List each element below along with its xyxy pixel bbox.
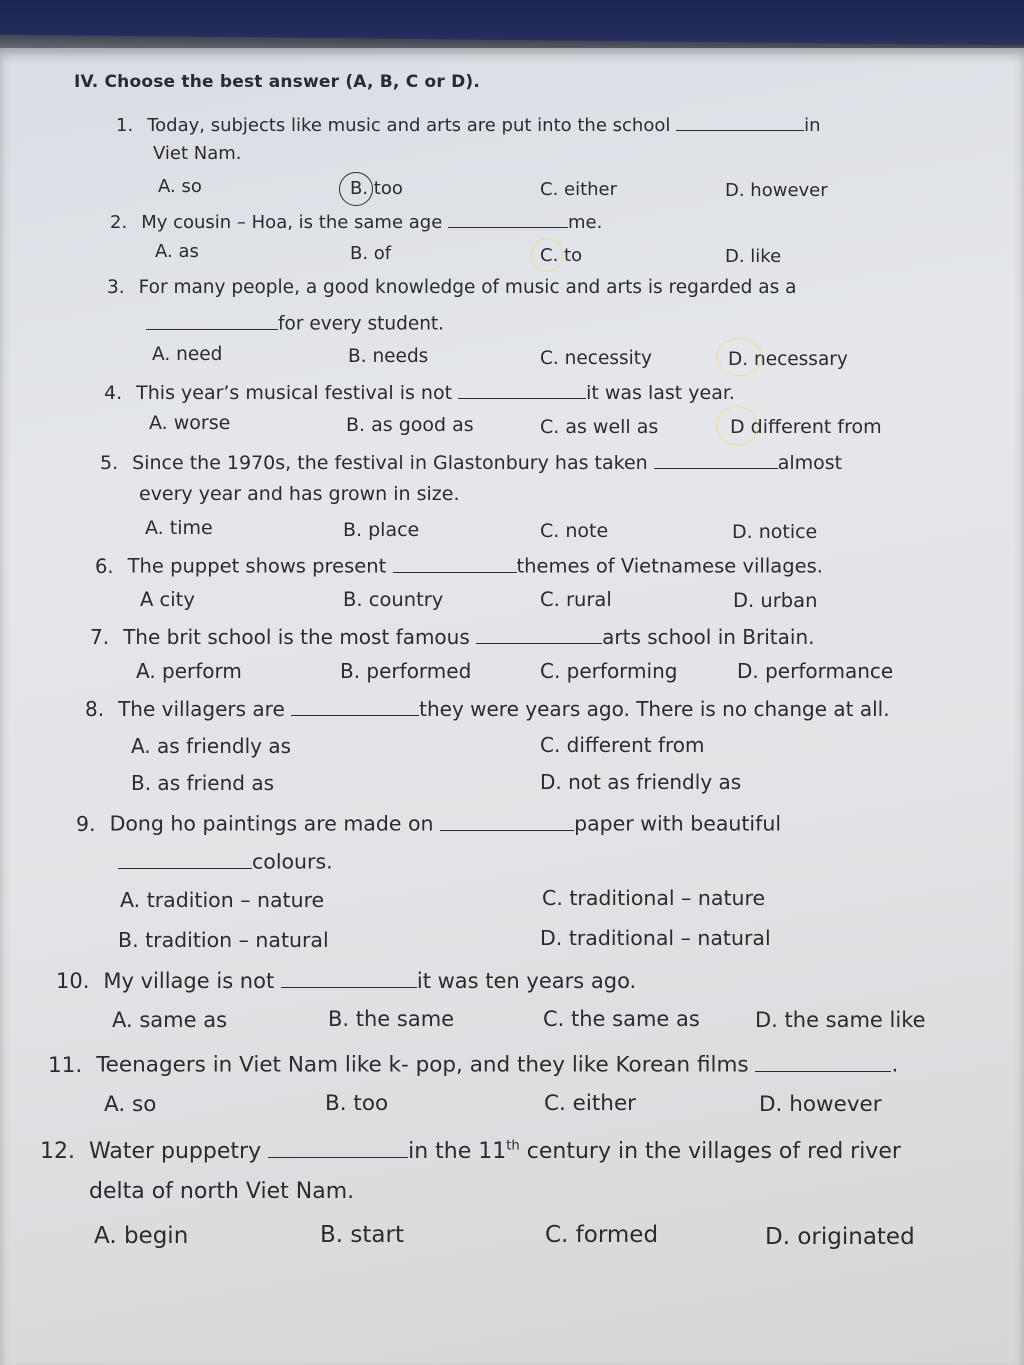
answer-blank [458, 379, 586, 399]
option-a: A. so [104, 1092, 157, 1117]
option-b: B. country [343, 588, 444, 611]
answer-blank [755, 1049, 891, 1072]
answer-blank [476, 623, 602, 644]
answer-blank [440, 809, 574, 831]
option-c: C. either [544, 1091, 637, 1116]
option-d: D. necessary [728, 349, 848, 370]
option-d: D. however [759, 1092, 882, 1117]
worksheet-page [0, 48, 1024, 1365]
option-a: A. worse [149, 412, 231, 434]
option-c: C. rural [540, 588, 612, 611]
option-c: C. performing [540, 659, 678, 683]
option-c: C. as well as [540, 416, 659, 438]
question-10: 10. My village is not it was ten years ago. [56, 966, 636, 993]
answer-blank [393, 552, 517, 573]
option-d: D. performance [737, 659, 894, 683]
option-b: B. of [350, 243, 392, 264]
option-c: C. different from [540, 733, 705, 757]
option-c: C. the same as [543, 1007, 700, 1031]
question-12: 12. Water puppetry in the 11th century in the villages of red river [40, 1135, 901, 1164]
answer-blank [268, 1135, 408, 1158]
highlighted-answer-mark [531, 238, 563, 272]
answer-blank [146, 310, 278, 330]
option-a: A. perform [136, 659, 242, 683]
option-d: D. the same like [755, 1008, 926, 1032]
question-1-continued: Viet Nam. [153, 143, 242, 164]
option-b: B. tradition – natural [118, 928, 329, 952]
option-d: D different from [730, 416, 882, 438]
option-a: A. tradition – nature [120, 888, 325, 912]
question-4: 4. This year’s musical festival is not it was last year. [104, 379, 735, 404]
answer-blank [118, 847, 252, 869]
option-b: B. too [325, 1091, 389, 1116]
answer-blank [448, 209, 568, 228]
option-c: C. either [540, 179, 618, 200]
answer-blank [676, 112, 804, 131]
option-b: B. as good as [346, 414, 474, 436]
option-b: B. needs [348, 346, 429, 367]
highlighted-answer-mark [716, 406, 758, 446]
option-d: D. originated [765, 1224, 915, 1250]
question-1: 1. Today, subjects like music and arts are put into the school in [116, 112, 820, 136]
option-b: B. as friend as [131, 771, 274, 795]
option-d: D. not as friendly as [540, 770, 742, 794]
answer-blank [654, 449, 778, 469]
option-d: D. traditional – natural [540, 926, 771, 950]
option-b: B. the same [328, 1007, 455, 1031]
option-c: C. note [540, 520, 609, 542]
section-title: IV. Choose the best answer (A, B, C or D). [74, 72, 481, 92]
option-c: C. traditional – nature [542, 886, 766, 910]
option-d: D. urban [733, 589, 818, 612]
question-5: 5. Since the 1970s, the festival in Glastonbury has taken almost [100, 449, 842, 474]
option-a: A. as [155, 241, 199, 262]
option-d: D. like [725, 246, 782, 267]
circled-answer-mark [339, 172, 373, 206]
answer-blank [281, 966, 417, 988]
question-12-continued: delta of north Viet Nam. [89, 1179, 355, 1204]
option-a: A. time [145, 517, 213, 539]
option-c: C. formed [545, 1222, 659, 1248]
question-5-continued: every year and has grown in size. [139, 483, 460, 505]
option-a: A. begin [94, 1223, 189, 1249]
option-c: C. to [540, 245, 583, 266]
option-a: A. same as [112, 1008, 228, 1032]
option-b: B. start [320, 1222, 404, 1248]
question-3: 3. For many people, a good knowledge of music and arts is regarded as a [107, 277, 797, 298]
option-a: A. need [152, 344, 223, 365]
option-b: B. place [343, 519, 420, 541]
option-b: B. too [350, 178, 403, 199]
answer-blank [291, 695, 419, 716]
option-c: C. necessity [540, 348, 652, 369]
option-a: A city [140, 588, 195, 611]
option-b: B. performed [340, 659, 472, 683]
highlighted-answer-mark [716, 338, 762, 376]
question-9-continued: colours. [118, 847, 333, 874]
option-a: A. so [158, 176, 202, 197]
option-d: D. notice [732, 521, 818, 543]
question-6: 6. The puppet shows present themes of Vietnamese villages. [95, 552, 823, 578]
question-2: 2. My cousin – Hoa, is the same age me. [110, 209, 602, 233]
question-9: 9. Dong ho paintings are made on paper with beautiful [76, 809, 781, 836]
question-11: 11. Teenagers in Viet Nam like k- pop, and they like Korean films . [48, 1049, 898, 1078]
option-d: D. however [725, 180, 828, 201]
question-3-continued: for every student. [146, 310, 444, 335]
option-a: A. as friendly as [131, 734, 291, 758]
question-7: 7. The brit school is the most famous arts school in Britain. [90, 625, 815, 649]
question-8: 8. The villagers are they were years ago. There is no change at all. [85, 697, 890, 721]
